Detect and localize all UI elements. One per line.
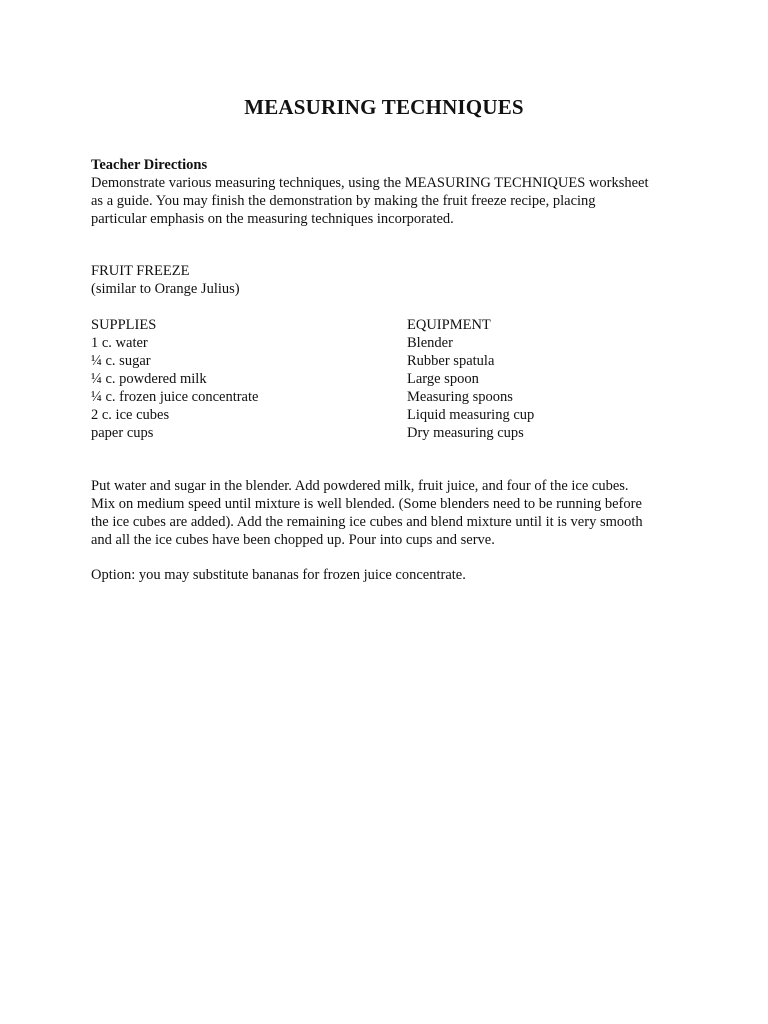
page-title: MEASURING TECHNIQUES xyxy=(244,95,524,119)
supply-item: ¼ c. sugar xyxy=(91,353,151,369)
supply-item: paper cups xyxy=(91,425,154,441)
equipment-item: Large spoon xyxy=(407,371,479,387)
supplies-column xyxy=(91,316,407,442)
instruction-line: Put water and sugar in the blender. Add powdered milk, fruit juice, and four of the ice cubes. xyxy=(91,478,629,494)
teacher-directions-heading: Teacher Directions xyxy=(91,157,208,173)
equipment-item: Liquid measuring cup xyxy=(407,407,535,423)
option-note xyxy=(91,566,681,584)
equipment-item: Dry measuring cups xyxy=(407,425,524,441)
teacher-directions-section xyxy=(91,156,681,228)
directions-line: as a guide. You may finish the demonstration by making the fruit freeze recipe, placing xyxy=(91,193,596,209)
instruction-line: and all the ice cubes have been chopped up. Pour into cups and serve. xyxy=(91,532,495,548)
equipment-column xyxy=(407,316,681,442)
supplies-heading: SUPPLIES xyxy=(91,317,157,333)
option-text: Option: you may substitute bananas for frozen juice concentrate. xyxy=(91,567,466,583)
instruction-line: Mix on medium speed until mixture is well blended. (Some blenders need to be running before xyxy=(91,496,642,512)
recipe-instructions xyxy=(91,477,681,549)
recipe-subtitle: (similar to Orange Julius) xyxy=(91,281,240,297)
equipment-heading: EQUIPMENT xyxy=(407,317,491,333)
recipe-name: FRUIT FREEZE xyxy=(91,263,190,279)
instruction-line: the ice cubes are added). Add the remaining ice cubes and blend mixture until it is very smooth xyxy=(91,514,643,530)
supplies-equipment-lists xyxy=(91,316,681,442)
supply-item: ¼ c. powdered milk xyxy=(91,371,207,387)
recipe-header xyxy=(91,262,681,298)
equipment-item: Blender xyxy=(407,335,453,351)
supply-item: 1 c. water xyxy=(91,335,148,351)
supply-item: 2 c. ice cubes xyxy=(91,407,170,423)
directions-line: particular emphasis on the measuring techniques incorporated. xyxy=(91,211,454,227)
supply-item: ¼ c. frozen juice concentrate xyxy=(91,389,259,405)
equipment-item: Rubber spatula xyxy=(407,353,495,369)
directions-line: Demonstrate various measuring techniques, using the MEASURING TECHNIQUES worksheet xyxy=(91,175,649,191)
equipment-item: Measuring spoons xyxy=(407,389,513,405)
